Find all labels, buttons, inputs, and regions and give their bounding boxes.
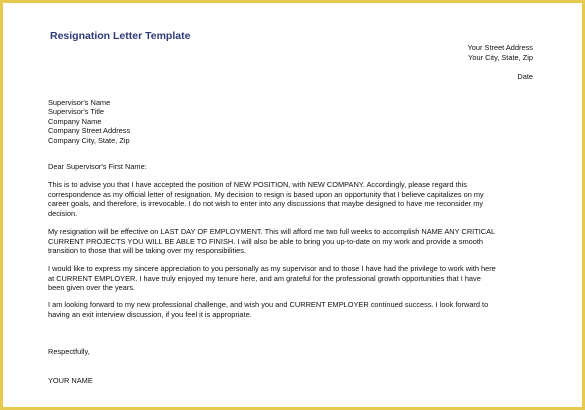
paragraph-line: having an exit interview discussion, if you feel it is appropriate.: [48, 309, 252, 319]
paragraph-4: [48, 300, 542, 319]
paragraph-line: transition to those that will be taking over my responsibilities.: [48, 246, 246, 256]
sender-address: [468, 43, 533, 63]
sender-city-state-zip: Your City, State, Zip: [468, 53, 533, 62]
recipient-city-state-zip: Company City, State, Zip: [48, 135, 130, 145]
letter-date: Date: [517, 72, 533, 81]
paragraph-3: [48, 264, 542, 293]
document-title: Resignation Letter Template: [50, 30, 191, 42]
paragraph-line: career goals, and therefore, is irrevocable. I do not wish to enter into any discussions that maybe designed to have me reconsider my: [48, 199, 484, 209]
salutation: Dear Supervisor's First Name:: [48, 162, 147, 171]
recipient-address: [48, 98, 130, 145]
paragraph-2: [48, 227, 542, 256]
paragraph-line: I am looking forward to my new professional challenge, and wish you and CURRENT EMPLOYER continued success. I look forward to: [48, 300, 489, 309]
recipient-title: Supervisor's Title: [48, 107, 105, 117]
paragraph-line: I would like to express my sincere appreciation to you personally as my supervisor and to those I have had the privilege to work with here: [48, 264, 496, 273]
sender-street: Your Street Address: [467, 43, 533, 52]
paragraph-1: [48, 180, 542, 219]
paragraph-line: correspondence as my official letter of resignation. My decision to resign is based upon an opportunity that I believe capitalizes on my: [48, 189, 484, 199]
paragraph-line: been given over the years.: [48, 283, 136, 293]
paragraph-line: at CURRENT EMPLOYER. I have truly enjoyed my tenure here, and am grateful for the professional growth opportunities that I have: [48, 273, 481, 283]
signature-name: YOUR NAME: [48, 376, 93, 385]
paragraph-line: CURRENT PROJECTS YOU WILL BE ABLE TO FINISH. I will also be able to bring you up-to-date on my work and provide a smooth: [48, 236, 483, 246]
closing: Respectfully,: [48, 347, 90, 356]
recipient-name: Supervisor's Name: [48, 98, 111, 107]
recipient-company: Company Name: [48, 116, 102, 126]
recipient-street: Company Street Address: [48, 126, 131, 136]
paragraph-line: My resignation will be effective on LAST DAY OF EMPLOYMENT. This will afford me two full weeks to accomplish NAME ANY CRITICAL: [48, 227, 496, 236]
paragraph-line: This is to advise you that I have accepted the position of NEW POSITION, with NEW COMPANY. Accordingly, please regard this: [48, 180, 467, 189]
paragraph-line: decision.: [48, 209, 78, 219]
